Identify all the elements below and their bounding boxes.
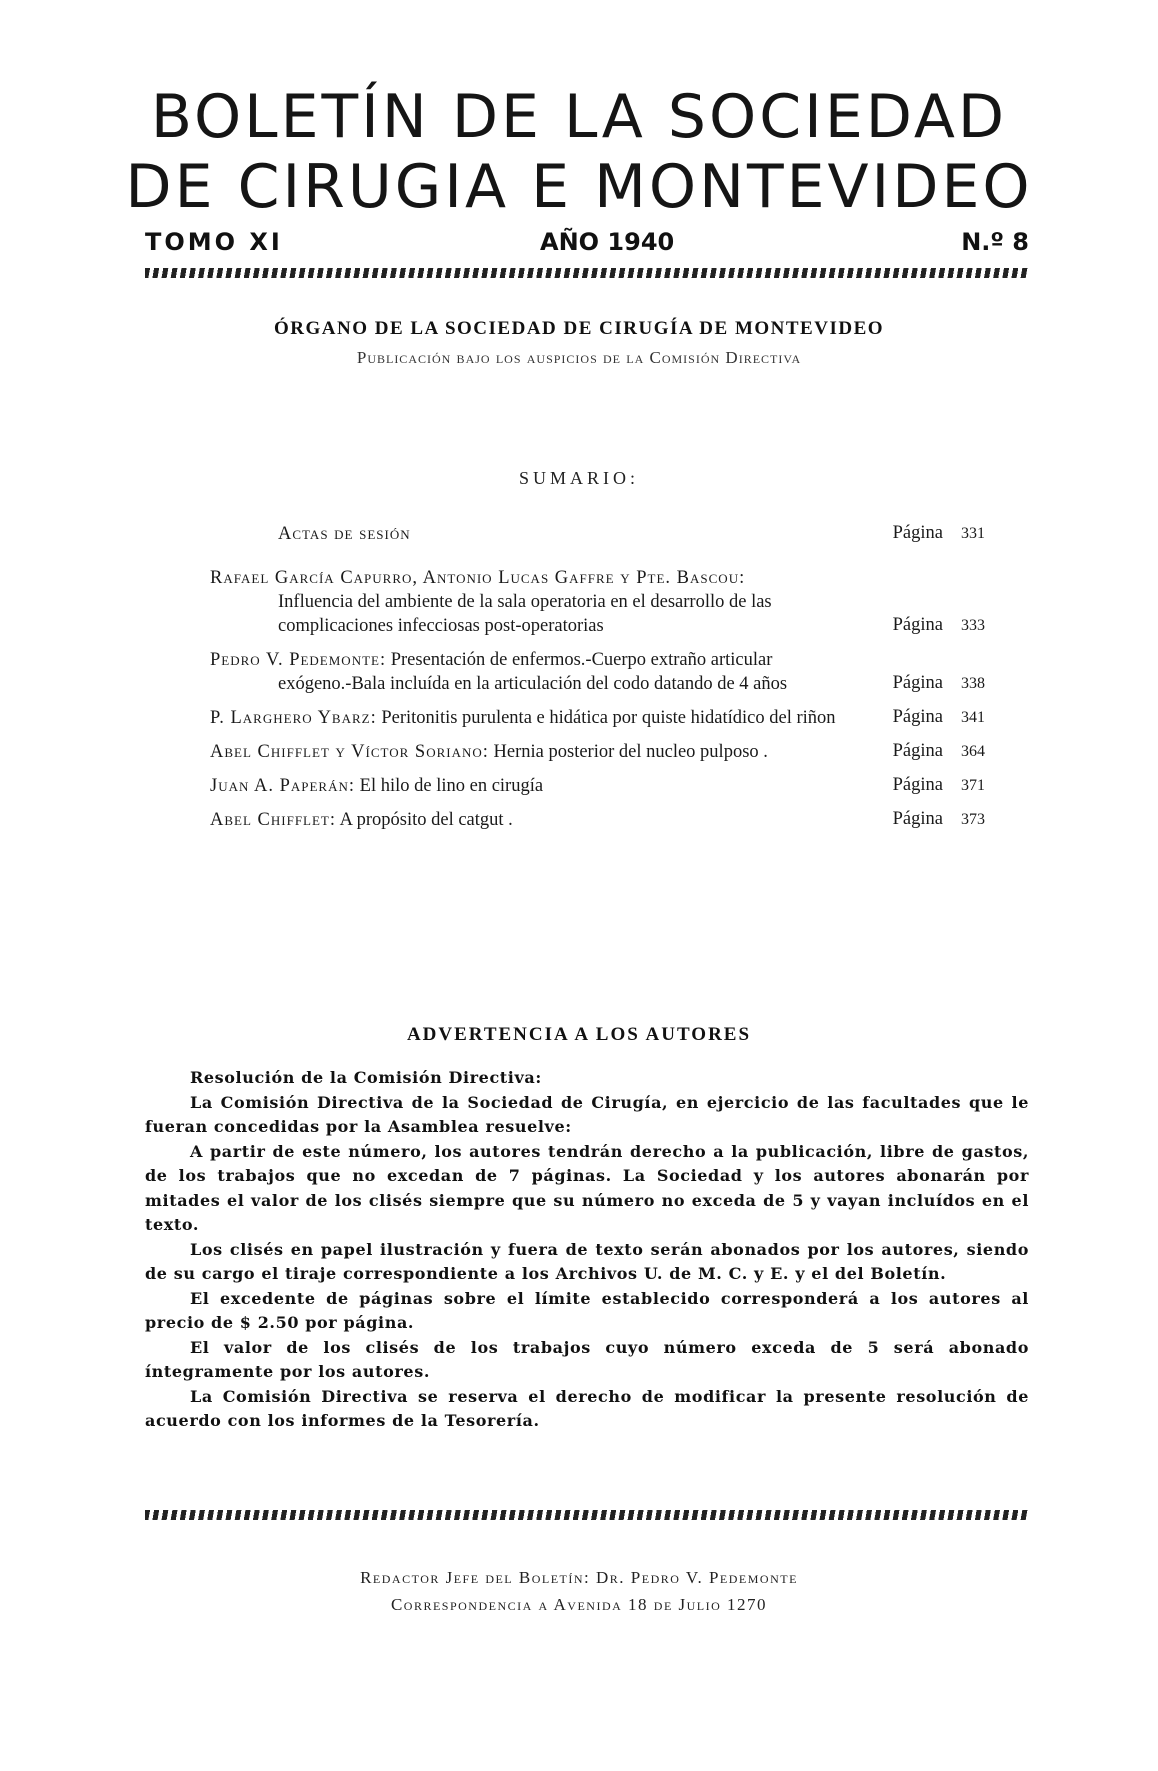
- toc-author: P. Larghero Ybarz:: [210, 708, 377, 728]
- toc-page-label: Página: [892, 707, 943, 727]
- notice-paragraph: La Comisión Directiva de la Sociedad de Cirugía, en ejercicio de las facultades que le fueran concedidas por la Asamblea resuelve:: [145, 1092, 1029, 1136]
- notice-paragraph: El excedente de páginas sobre el límite establecido corresponderá a los autores al precio de $ 2.50 por página.: [145, 1288, 1029, 1332]
- toc-page-label: Página: [892, 809, 943, 829]
- notice-body: [145, 1066, 1029, 1434]
- toc-title: A propósito del catgut .: [339, 810, 513, 830]
- year-label: AÑO 1940: [540, 228, 675, 256]
- toc-page-number: 331: [961, 525, 985, 542]
- toc-page-label: Página: [892, 741, 943, 761]
- toc-entry: [210, 566, 985, 638]
- journal-title-line-1: BOLETÍN DE LA SOCIEDAD: [150, 82, 1008, 152]
- toc-page-number: 373: [961, 811, 985, 828]
- toc-title: El hilo de lino en cirugía: [359, 776, 544, 796]
- toc-author: Rafael García Capurro, Antonio Lucas Gaffre y Pte. Bascou:: [210, 568, 746, 588]
- toc-entry: [210, 774, 985, 798]
- toc-page-number: 364: [961, 743, 985, 760]
- toc-page-number: 333: [961, 617, 985, 634]
- toc-title: Peritonitis purulenta e hidática por quiste hidatídico del riñon: [381, 708, 836, 728]
- table-of-contents: [210, 522, 985, 842]
- toc-page-label: Página: [892, 775, 943, 795]
- toc-author: Pedro V. Pedemonte:: [210, 650, 387, 670]
- journal-title-line-2: DE CIRUGIA E MONTEVIDEO: [125, 152, 1033, 222]
- ornamental-rule-bottom: [145, 1510, 1029, 1520]
- toc-entry: [210, 648, 985, 696]
- editor-line: Redactor Jefe del Boletín: Dr. Pedro V. Pedemonte: [360, 1568, 798, 1587]
- toc-entry: [210, 522, 985, 546]
- notice-paragraph: Resolución de la Comisión Directiva:: [190, 1068, 542, 1087]
- toc-author: Juan A. Paperán:: [210, 776, 356, 796]
- toc-title: Influencia del ambiente de la sala operatoria en el desarrollo de las complicaciones infecciosas post-operatorias: [278, 592, 772, 636]
- notice-paragraph: Los clisés en papel ilustración y fuera de texto serán abonados por los autores, siendo de su cargo el tiraje correspondiente a los Archivos U. de M. C. y E. y el del Boletín.: [145, 1239, 1029, 1283]
- notice-paragraph: El valor de los clisés de los trabajos cuyo número exceda de 5 será abonado íntegramente por los autores.: [145, 1337, 1029, 1381]
- toc-entry: [210, 706, 985, 730]
- notice-paragraph: A partir de este número, los autores tendrán derecho a la publicación, libre de gastos, de los trabajos que no excedan de 7 páginas. La Sociedad y los autores abonarán por mitades el valor de los clisés siempre que su número no exceda de 5 y vayan incluídos en el texto.: [145, 1141, 1029, 1234]
- toc-page-number: 341: [961, 709, 985, 726]
- toc-title: Presentación de enfermos.-Cuerpo extraño articular exógeno.-Bala incluída en la articulación del codo datando de 4 años: [278, 650, 788, 694]
- toc-author: Abel Chifflet y Víctor Soriano:: [210, 742, 489, 762]
- correspondence-line: Correspondencia a Avenida 18 de Julio 1270: [390, 1595, 768, 1614]
- toc-entry: [210, 808, 985, 832]
- volume-label: TOMO XI: [145, 228, 283, 256]
- toc-title: Hernia posterior del nucleo pulposo .: [493, 742, 768, 762]
- organ-statement: ÓRGANO DE LA SOCIEDAD DE CIRUGÍA DE MONTEVIDEO: [273, 318, 885, 339]
- toc-author: Abel Chifflet:: [210, 810, 337, 830]
- toc-page-label: Página: [892, 523, 943, 543]
- ornamental-rule-top: [145, 268, 1029, 278]
- publication-note: Publicación bajo los auspicios de la Comisión Directiva: [356, 348, 802, 367]
- toc-author: Actas de sesión: [278, 524, 411, 544]
- toc-page-number: 371: [961, 777, 985, 794]
- issue-number-label: N.º 8: [961, 228, 1029, 256]
- toc-page-label: Página: [892, 673, 943, 693]
- notice-heading: ADVERTENCIA A LOS AUTORES: [406, 1024, 752, 1045]
- toc-page-label: Página: [892, 615, 943, 635]
- notice-paragraph: La Comisión Directiva se reserva el derecho de modificar la presente resolución de acuerdo con los informes de la Tesorería.: [145, 1386, 1029, 1430]
- issue-info-row: [145, 228, 1029, 258]
- toc-entry: [210, 740, 985, 764]
- summary-heading: SUMARIO:: [518, 468, 639, 488]
- toc-page-number: 338: [961, 675, 985, 692]
